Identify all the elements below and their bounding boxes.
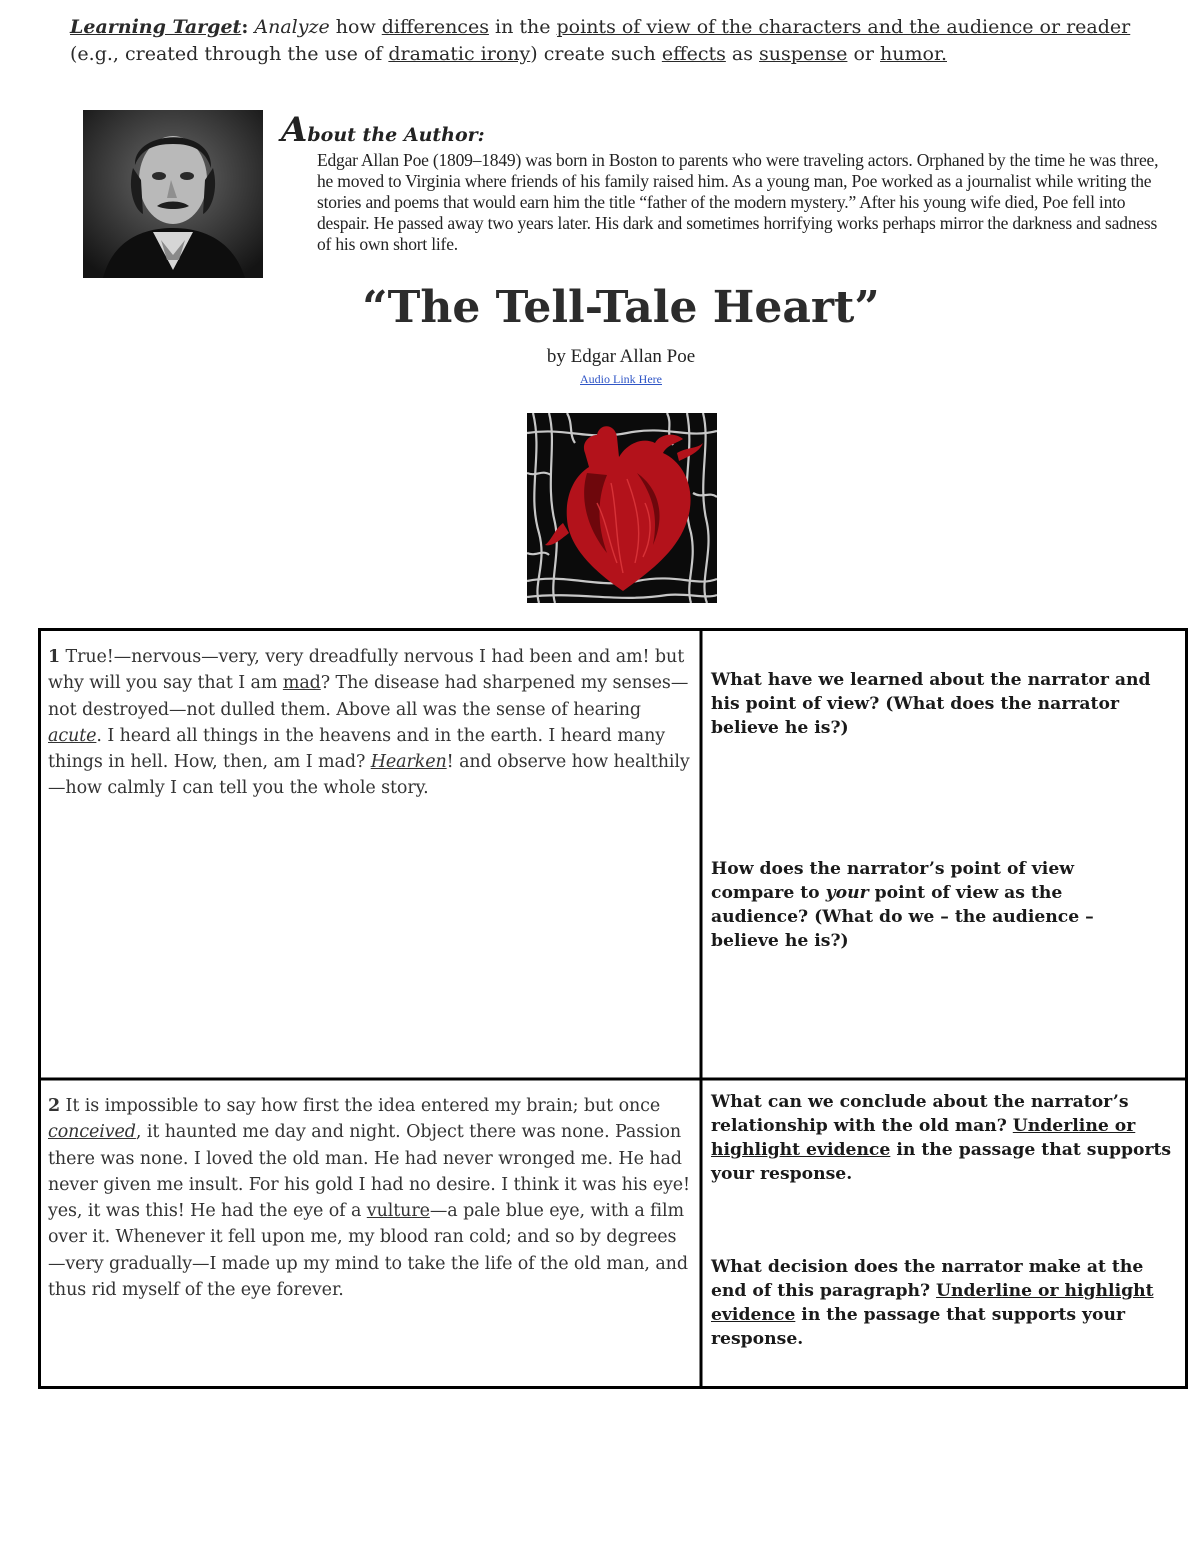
passage-1: [48, 644, 693, 802]
audio-link[interactable]: Audio Link Here: [580, 372, 662, 386]
question-emphasis: your: [825, 883, 869, 903]
vocab-acute: acute: [48, 725, 97, 746]
question-text: point of view as the audience? (What do we – the audience – believe he is?): [711, 883, 1094, 951]
question-instruction: Underline or highlight evidence: [711, 1116, 1136, 1160]
learning-target-label: Learning Target: [70, 16, 242, 38]
vocab-conceived: conceived: [48, 1122, 136, 1143]
lt-text: or: [847, 43, 881, 65]
lt-differences: differences: [381, 16, 489, 38]
passage-text: True!—nervous—very, very dreadfully nervous I had been and am! but why will you say that I am: [48, 647, 685, 694]
question-text: How does the narrator’s point of view compare to: [711, 859, 1075, 903]
paragraph-number: 1: [48, 647, 61, 667]
learning-target-verb: Analyze: [254, 16, 330, 38]
story-title: “The Tell-Tale Heart”: [362, 282, 880, 333]
about-heading-text: bout the Author:: [307, 124, 485, 146]
learning-target: Learning Target: Analyze how differences in the points of view of the characters and the audience or reader (e.g., created through the use of dramatic irony) create such effects as suspense or humor.: [70, 16, 1131, 65]
question-text: What can we conclude about the narrator’s relationship with the old man?: [711, 1092, 1129, 1136]
lt-points-of-view: points of view of the characters and the audience or reader: [556, 16, 1131, 38]
lt-suspense: suspense: [759, 43, 848, 65]
lt-text: as: [725, 43, 760, 65]
question-text: in the passage that supports your response.: [711, 1305, 1126, 1349]
vocab-vulture: vulture: [366, 1201, 430, 1222]
author-portrait: [83, 110, 263, 278]
paragraph-number: 2: [48, 1096, 61, 1116]
question-1: What have we learned about the narrator and his point of view? (What does the narrator believe he is?): [711, 670, 1151, 738]
lt-text: (e.g., created through the use of: [70, 43, 389, 65]
vocab-mad: mad: [282, 673, 321, 694]
lt-text: in the: [488, 16, 557, 38]
about-dropcap: A: [281, 110, 308, 150]
lt-humor: humor.: [880, 43, 947, 65]
lt-text: ) create such: [530, 43, 662, 65]
audio-link-wrap: [0, 372, 1200, 387]
lt-text: how: [329, 16, 382, 38]
vocab-hearken: Hearken: [370, 752, 447, 773]
question-text: in the passage that supports your response.: [711, 1140, 1172, 1184]
story-byline: by Edgar Allan Poe: [546, 346, 696, 367]
question-2: [711, 857, 1131, 953]
about-heading: [281, 110, 485, 150]
passage-text: —a pale blue eye, with a film over it. Whenever it fell upon me, my blood ran cold; and so by degrees—very gradually—I made up my mind to take the life of the old man, and thus rid myself of the eye forever.: [48, 1201, 688, 1301]
reading-table: [38, 628, 1188, 1389]
passage-2: [48, 1093, 693, 1303]
question-text: What decision does the narrator make at the end of this paragraph?: [711, 1257, 1144, 1301]
question-4: [711, 1255, 1181, 1351]
passage-text: It is impossible to say how first the idea entered my brain; but once: [60, 1096, 661, 1116]
passage-text: , it haunted me day and night. Object there was none. Passion there was none. I loved the old man. He had never wronged me. He had never given me insult. For his gold I had no desire. I think it was his eye! yes, it was this! He had the eye of a: [48, 1122, 690, 1222]
question-instruction: Underline or highlight evidence: [711, 1281, 1154, 1325]
author-bio: Edgar Allan Poe (1809–1849) was born in Boston to parents who were traveling actors. Orphaned by the time he was three, he moved to Virginia where friends of his family raised him. As a young man, Poe worked as a journalist while writing the stories and poems that would earn him the title “father of the modern mystery.” After his young wife died, Poe fell into despair. He passed away two years later. His dark and sometimes horrifying works perhaps mirror the darkness and sadness of his own short life.: [317, 150, 1159, 254]
question-3: [711, 1090, 1181, 1186]
lt-effects: effects: [661, 43, 726, 65]
passage-text: ? The disease had sharpened my senses—not destroyed—not dulled them. Above all was the sense of hearing: [48, 673, 689, 720]
heart-illustration: [527, 413, 717, 603]
lt-dramatic-irony: dramatic irony: [388, 43, 531, 65]
passage-text: ! and observe how healthily—how calmly I can tell you the whole story.: [48, 752, 690, 799]
passage-text: . I heard all things in the heavens and in the earth. I heard many things in hell. How, then, am I mad?: [48, 725, 666, 773]
